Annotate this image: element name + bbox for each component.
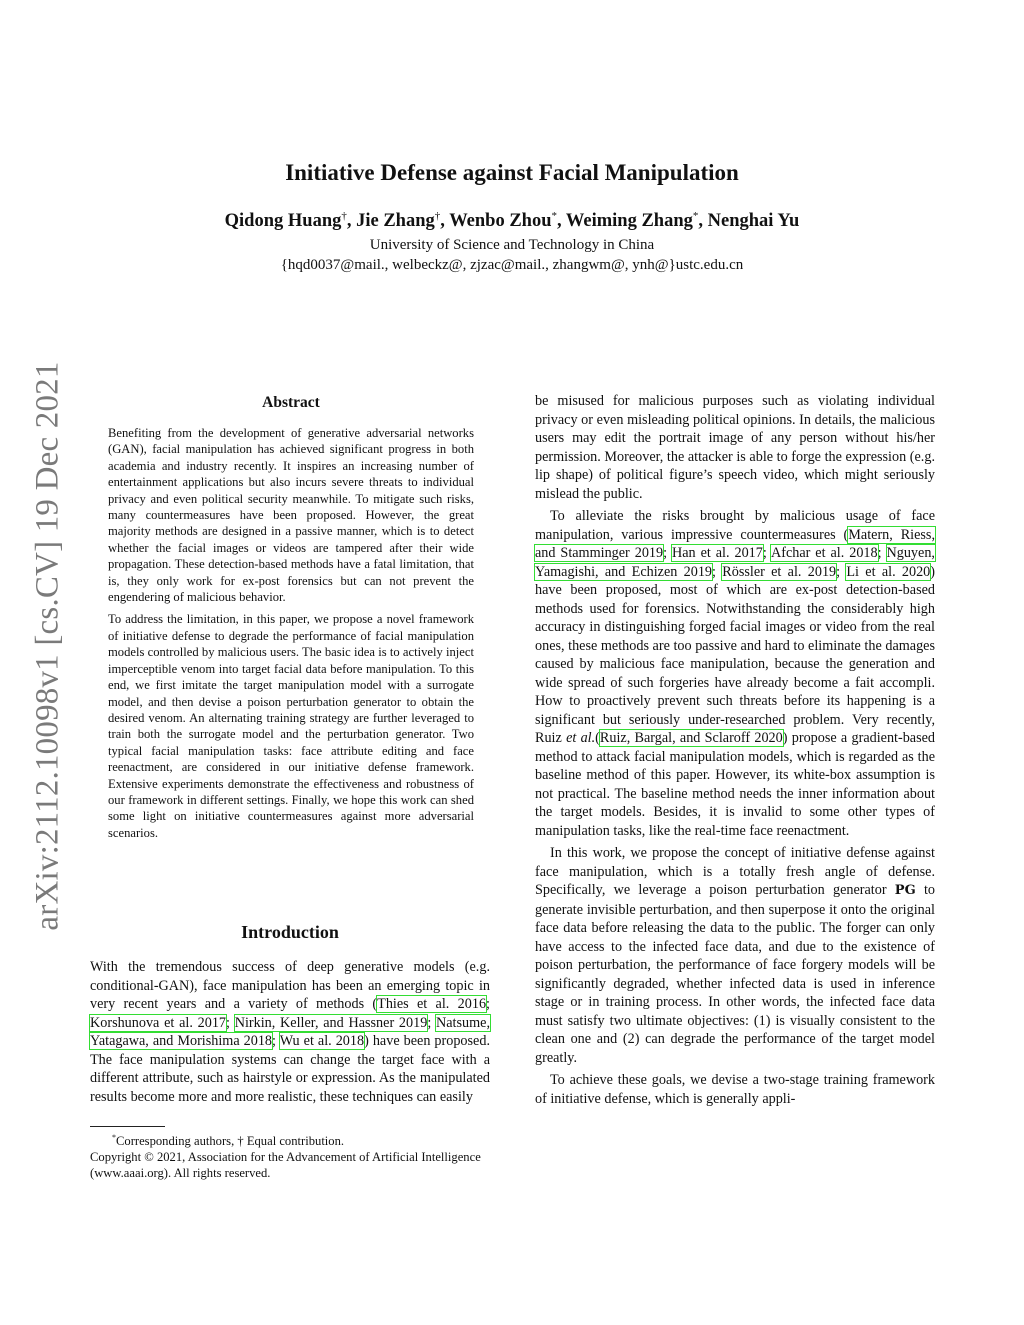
citation-link[interactable]: Li et al. 2020 [846, 563, 931, 580]
citation-link[interactable]: Thies et al. 2016 [377, 996, 487, 1012]
footnote-divider [90, 1126, 165, 1127]
author: Weiming Zhang [565, 211, 693, 232]
body-paragraph: be misused for malicious purposes such as violating individual privacy or even misleading political opinions. In details, the malicious users may edit the portrait image of any person without his/her permission. Moreover, the attacker is able to forge the expression (e.g. lip shape) of political figure’s speech video, which might seriously mislead the public. [535, 393, 935, 502]
citation-link[interactable]: Afchar et al. 2018 [770, 545, 878, 561]
abstract-paragraph: To address the limitation, in this paper, we propose a novel framework of initiative defense to degrade the performance of facial manipulation models controlled by malicious users. The basic idea is to actively inject imperceptible venom into target facial data before manipulation. To this end, we first imitate the target manipulation model with a surrogate model, and then devise a poison perturbation generator to obtain the desired venom. An alternating training strategy are further leveraged to train both the surrogate model and the perturbation generator. Two typical facial manipulation tasks: face attribute editing and face reenactment, are considered in our initiative defense framework. Extensive experiments demonstrate the effectiveness and robustness of our framework in different settings. Finally, we hope this work can shed some light on initiative countermeasures against more adversarial scenarios. [108, 612, 474, 840]
paper-title: Initiative Defense against Facial Manipulation [285, 160, 739, 185]
affiliation: University of Science and Technology in China [369, 237, 655, 253]
citation-link[interactable]: Wu et al. 2018 [279, 1033, 365, 1049]
citation-link[interactable]: Korshunova et al. 2017 [90, 1014, 227, 1031]
footnote-note: *Corresponding authors, † Equal contribution. [112, 1133, 345, 1149]
author-mark: † [341, 210, 347, 222]
author-mark: † [434, 210, 441, 222]
author-mark: * [692, 210, 699, 222]
author: Qidong Huang [224, 211, 342, 232]
citation-link[interactable]: Rössler et al. 2019 [722, 563, 837, 580]
author-emails: {hqd0037@mail., welbeckz@, zjzac@mail., zhangwm@, ynh@}ustc.edu.cn [280, 257, 744, 273]
arxiv-sidebar [28, 350, 68, 942]
body-paragraph: In this work, we propose the concept of initiative defense against face manipulation, which is a totally fresh angle of defense. Specifically, we leverage a poison perturbation generator PG to generate invisible perturbation, and then superpose it onto the original face data before releasing the data to the public. The forger can only have access to the infected face data, and due to the existence of poison perturbation, the performance of face forgery models will be significantly degraded, whether infected data is used in inference stage or in training process. In other words, the infected face data must satisfy two ultimate objectives: (1) is visually consistent to the clean one and (2) can degrade the performance of the target model greatly. [535, 845, 935, 1066]
body-paragraph: To alleviate the risks brought by malicious usage of face manipulation, various impressive countermeasures (Matern, Riess, and Stamminger 2019; Han et al. 2017; Afchar et al. 2018; Nguyen, Yamagishi, and Echizen 2019; Rössler et al. 2019; Li et al. 2020) have been proposed, most of which are ex-post detection-based methods used for forensics. Notwithstanding the considerably high accuracy in distinguishing forged facial images or video from the real ones, these methods are too passive and hard to eliminate the damages caused by malicious face manipulation, because the generation and wide spread of such forgeries have already become a fait accompli. How to proactively prevent such threats before its happening is a significant but seriously under-researched problem. Very recently, Ruiz et al.(Ruiz, Bargal, and Sclaroff 2020) propose a gradient-based method to attack facial manipulation models, which is regarded as the baseline method of this paper. However, its white-box assumption is not practical. The baseline method needs the inner information about the target models. Besides, it is invalid to some other types of manipulation tasks, like the real-time face reenactment. [535, 508, 936, 839]
math-symbol: PG [894, 883, 916, 898]
abstract-body [108, 425, 474, 841]
citation-link[interactable]: Natsume, Yatagawa, and Morishima 2018 [90, 1014, 490, 1049]
arxiv-identifier: arXiv:2112.10098v1 [cs.CV] 19 Dec 2021 [29, 361, 66, 931]
introduction-heading: Introduction [241, 922, 339, 942]
abstract-paragraph: Benefiting from the development of generative adversarial networks (GAN), facial manipulation has achieved significant progress in both academia and industry recently. It inspires an increasing number of entertainment applications but also incurs severe threats to individual privacy and even political security meanwhile. To mitigate such risks, many countermeasures have been proposed. However, the great majority methods are designed in a passive manner, which is to detect whether the facial images or videos are tampered after their wide propagation. These detection-based methods have a fatal limitation, that is, they only work for ex-post forensics but can not prevent the engendering of malicious behavior. [108, 426, 474, 605]
citation-link[interactable]: Nguyen, Yamagishi, and Echizen 2019 [535, 545, 935, 580]
author-list: Qidong Huang†, Jie Zhang†, Wenbo Zhou*, Weiming Zhang*, Nenghai Yu [224, 210, 800, 232]
left-column-body [90, 958, 490, 1106]
body-paragraph: To achieve these goals, we devise a two-stage training framework of initiative defense, which is generally appli- [535, 1072, 935, 1107]
citation-link[interactable]: Han et al. 2017 [672, 545, 763, 561]
footnote [90, 1130, 500, 1181]
citation-link[interactable]: Matern, Riess, and Stamminger 2019 [535, 526, 936, 561]
citation-link[interactable]: Nirkin, Keller, and Hassner 2019 [234, 1014, 428, 1031]
author: Wenbo Zhou [449, 211, 552, 232]
right-column-body [535, 392, 935, 1108]
body-paragraph: With the tremendous success of deep generative models (e.g. conditional-GAN), face manipulation has been an emerging topic in very recent years and a variety of methods (Thies et al. 2016; Korshunova et al. 2017; Nirkin, Keller, and Hassner 2019; Natsume, Yatagawa, and Morishima 2018; Wu et al. 2018) have been proposed. The face manipulation systems can change the target face with a different attribute, such as hairstyle or expression. As the manipulated results become more and more realistic, these techniques can easily [90, 959, 490, 1105]
abstract-heading: Abstract [262, 394, 320, 411]
citation-link[interactable]: Ruiz, Bargal, and Sclaroff 2020 [599, 730, 783, 746]
author: Nenghai Yu [707, 211, 800, 232]
author-mark: * [551, 210, 557, 222]
author: Jie Zhang [356, 211, 435, 232]
copyright-notice: Copyright © 2021, Association for the Advancement of Artificial Intelligence (www.aaai.org). All rights reserved. [90, 1150, 481, 1181]
